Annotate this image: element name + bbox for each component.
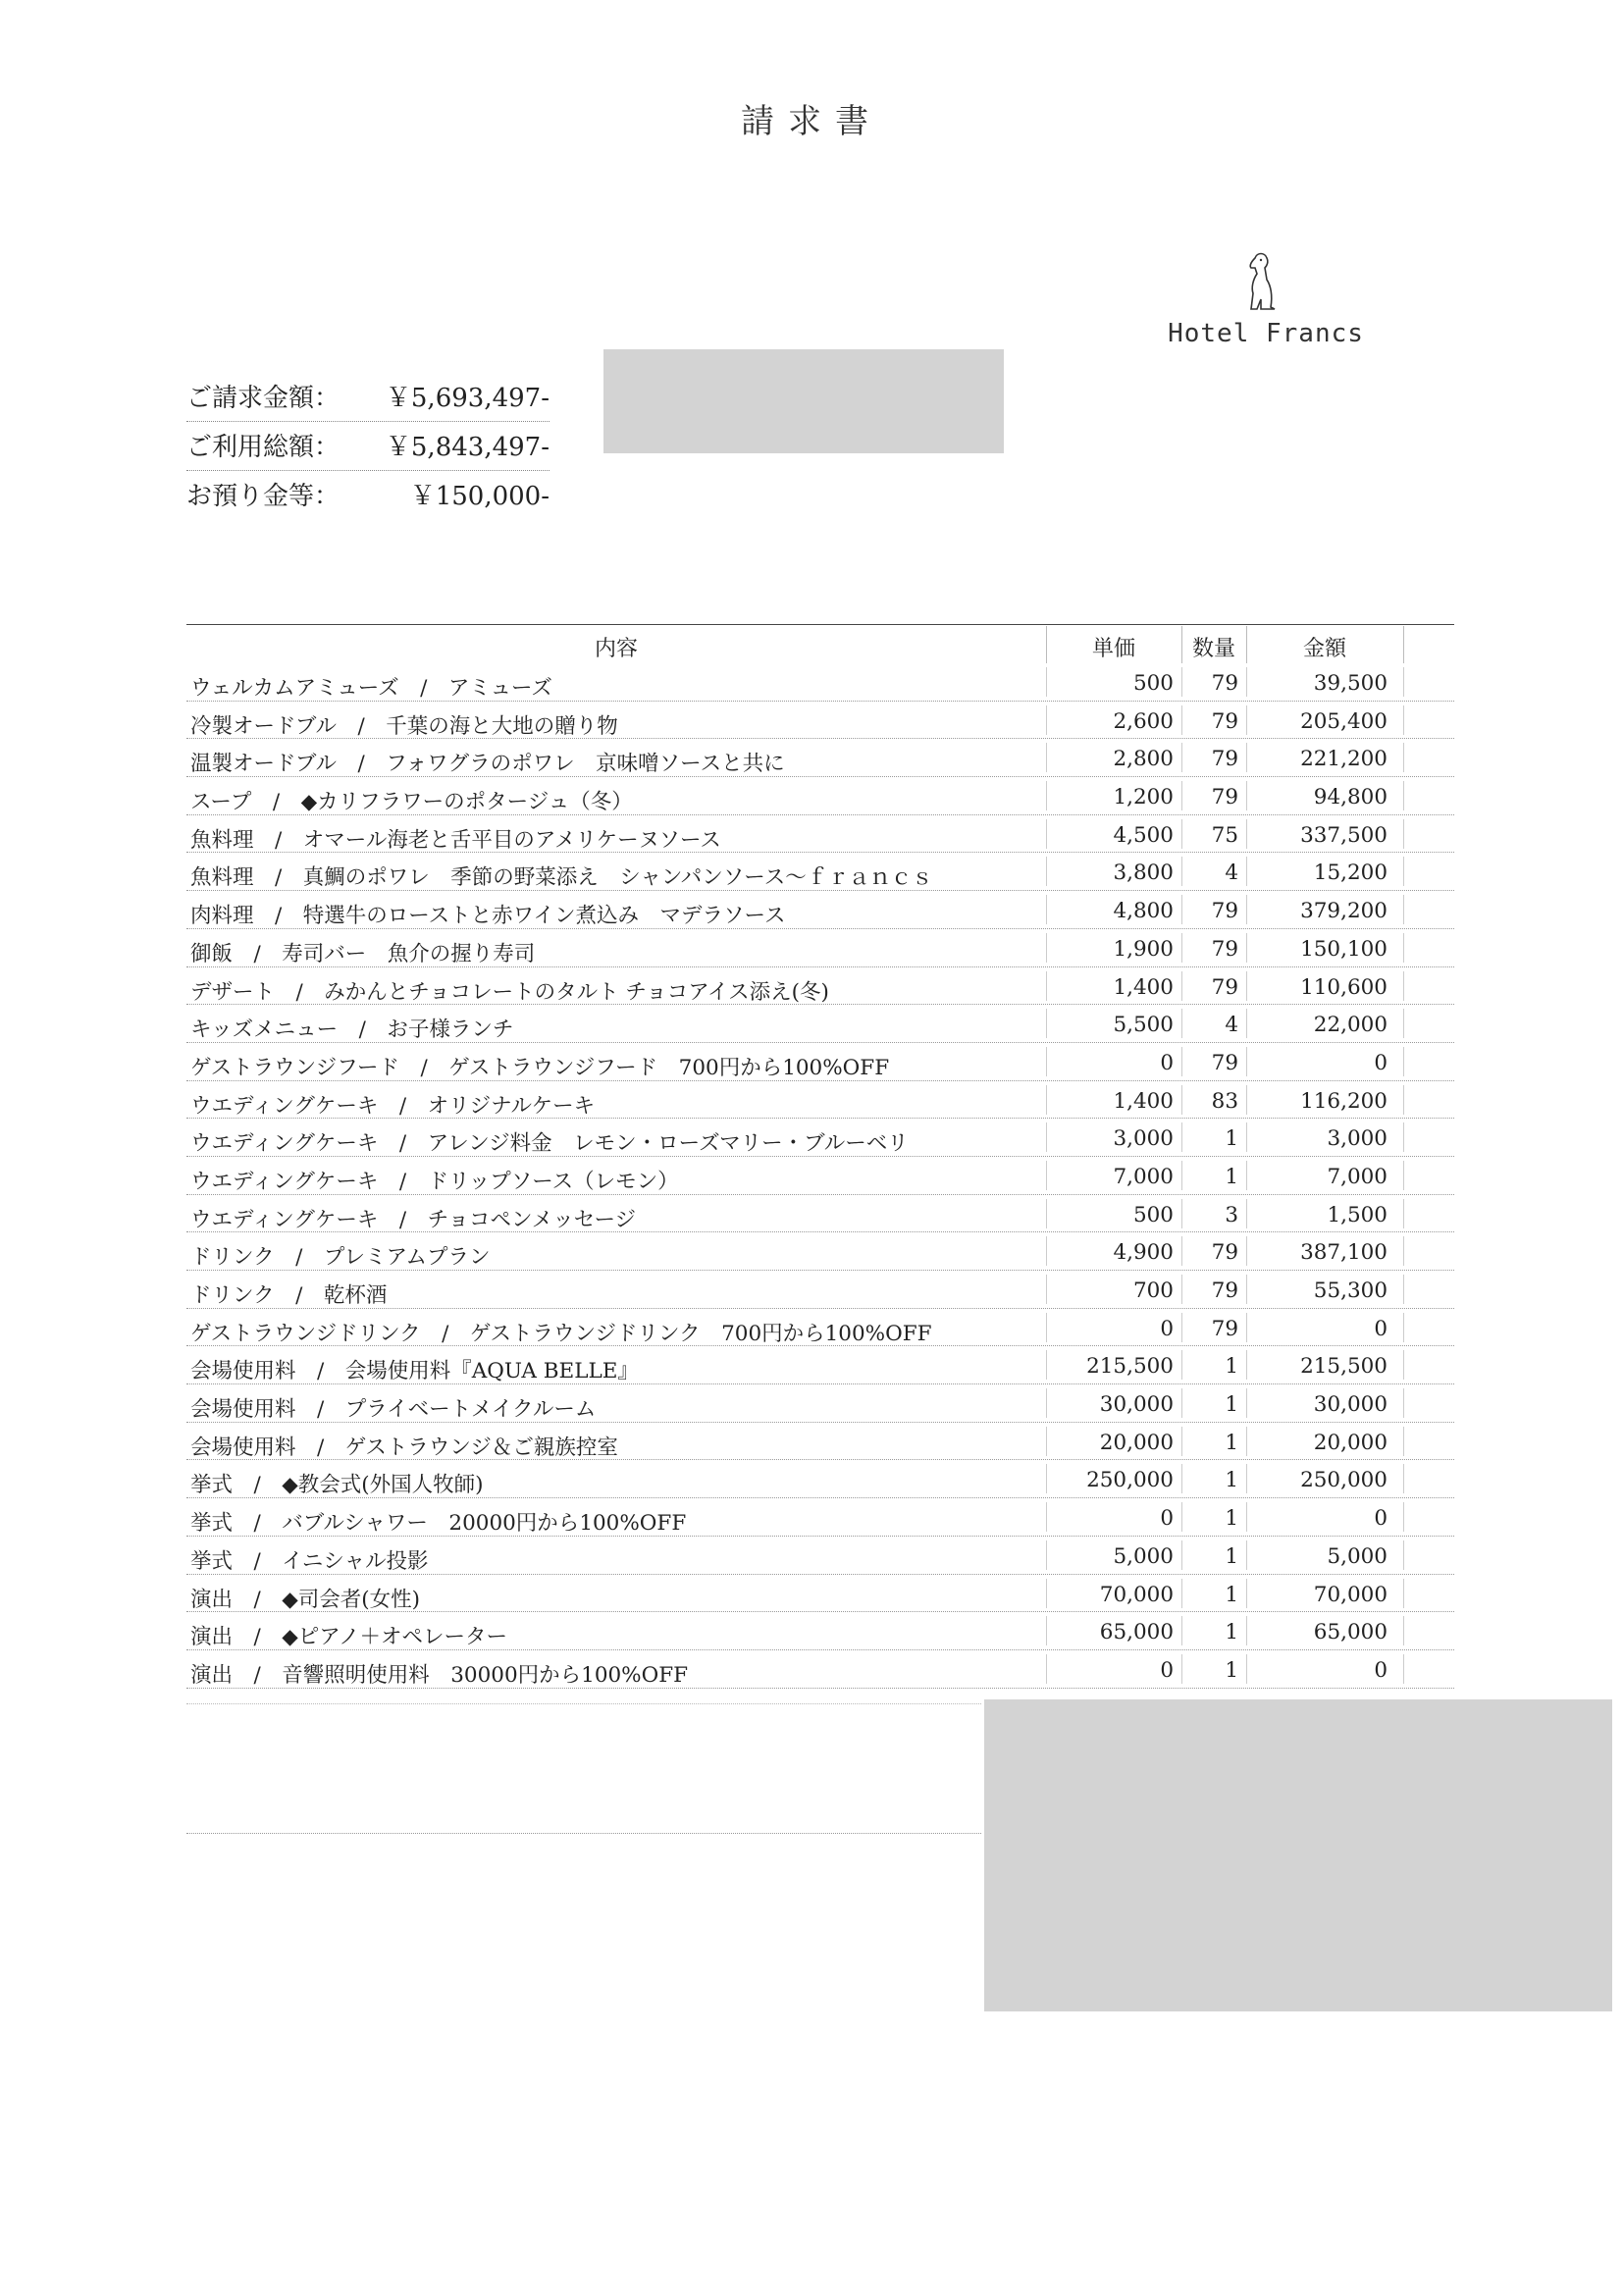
column-divider <box>1181 705 1182 735</box>
row-qty: 1 <box>1225 1468 1238 1493</box>
column-divider <box>1046 1199 1047 1228</box>
column-divider <box>1046 1654 1047 1684</box>
deposit-value: ￥150,000- <box>409 482 550 511</box>
row-content: 会場使用料 / プライベートメイクルーム <box>190 1397 597 1423</box>
total-usage-label: ご利用総額： <box>186 433 340 462</box>
divider <box>186 1833 981 1834</box>
row-price: 30,000 <box>1099 1392 1174 1418</box>
column-divider <box>1181 1047 1182 1076</box>
column-divider <box>1403 1579 1404 1608</box>
column-divider <box>1403 895 1404 924</box>
row-content: 温製オードブル / フォワグラのポワレ 京味噌ソースと共に <box>190 752 785 777</box>
column-divider <box>1403 1388 1404 1418</box>
deposit-row <box>186 476 550 525</box>
column-divider <box>1181 1427 1182 1456</box>
row-qty: 3 <box>1225 1202 1238 1227</box>
logo-text: Hotel Francs <box>1168 319 1364 348</box>
column-divider <box>1403 1313 1404 1342</box>
row-content: ドリンク / 乾杯酒 <box>190 1283 388 1308</box>
column-divider <box>1403 1427 1404 1456</box>
header-divider <box>1046 626 1047 663</box>
column-divider <box>1246 1654 1247 1684</box>
column-divider <box>1046 857 1047 886</box>
row-amount: 0 <box>1374 1050 1387 1075</box>
column-divider <box>1246 1427 1247 1456</box>
table-row <box>186 1043 1454 1081</box>
row-amount: 116,200 <box>1300 1088 1387 1114</box>
row-price: 4,500 <box>1113 822 1174 848</box>
column-divider <box>1246 1350 1247 1380</box>
row-qty: 79 <box>1211 785 1238 810</box>
row-price: 0 <box>1160 1506 1174 1532</box>
divider <box>186 1703 981 1704</box>
column-divider <box>1181 1388 1182 1418</box>
column-divider <box>1246 667 1247 697</box>
row-qty: 79 <box>1211 974 1238 1000</box>
table-row <box>186 702 1454 740</box>
total-usage-value: ￥5,843,497- <box>385 433 550 462</box>
column-divider <box>1046 1047 1047 1076</box>
row-qty: 4 <box>1225 861 1238 886</box>
row-content: スープ / ◆カリフラワーのポタージュ（冬） <box>190 790 633 815</box>
column-divider <box>1403 1502 1404 1532</box>
column-divider <box>1046 781 1047 810</box>
column-divider <box>1403 933 1404 963</box>
row-qty: 1 <box>1225 1430 1238 1455</box>
row-price: 7,000 <box>1113 1164 1174 1189</box>
row-amount: 379,200 <box>1300 899 1387 924</box>
row-content: 演出 / ◆ピアノ＋オペレーター <box>190 1625 508 1650</box>
column-divider <box>1181 1236 1182 1266</box>
row-qty: 79 <box>1211 708 1238 734</box>
row-price: 1,400 <box>1113 1088 1174 1114</box>
row-qty: 1 <box>1225 1620 1238 1645</box>
redacted-block <box>603 349 1004 453</box>
row-content: ウェルカムアミューズ / アミューズ <box>190 676 552 701</box>
table-row <box>186 1232 1454 1271</box>
row-qty: 1 <box>1225 1506 1238 1532</box>
column-divider <box>1403 971 1404 1001</box>
column-divider <box>1246 1085 1247 1115</box>
column-divider <box>1246 1464 1247 1493</box>
column-divider <box>1403 819 1404 849</box>
column-divider <box>1403 1085 1404 1115</box>
total-usage-row <box>186 427 550 471</box>
column-divider <box>1046 1122 1047 1152</box>
column-divider <box>1403 1540 1404 1570</box>
row-content: 演出 / 音響照明使用料 30000円から100%OFF <box>190 1662 689 1688</box>
column-divider <box>1246 1388 1247 1418</box>
table-row <box>186 777 1454 815</box>
table-row <box>186 1460 1454 1498</box>
column-divider <box>1403 1236 1404 1266</box>
row-amount: 221,200 <box>1300 747 1387 772</box>
table-row <box>186 929 1454 967</box>
row-qty: 1 <box>1225 1582 1238 1607</box>
row-price: 65,000 <box>1099 1620 1174 1645</box>
table-row <box>186 891 1454 929</box>
column-divider <box>1181 1122 1182 1152</box>
row-amount: 20,000 <box>1313 1430 1387 1455</box>
column-divider <box>1046 1616 1047 1645</box>
column-divider <box>1246 1540 1247 1570</box>
row-amount: 70,000 <box>1313 1582 1387 1607</box>
column-divider <box>1403 1161 1404 1190</box>
column-divider <box>1181 895 1182 924</box>
row-content: ウエディングケーキ / アレンジ料金 レモン・ローズマリー・ブルーベリ <box>190 1131 909 1157</box>
row-qty: 79 <box>1211 1240 1238 1266</box>
column-divider <box>1181 1085 1182 1115</box>
table-row <box>186 1650 1454 1689</box>
row-content: キッズメニュー / お子様ランチ <box>190 1018 514 1043</box>
header-price: 単価 <box>1091 637 1135 661</box>
row-content: ウエディングケーキ / ドリップソース（レモン） <box>190 1169 679 1194</box>
billing-amount-value: ￥5,693,497- <box>385 384 550 413</box>
table-row <box>186 1081 1454 1120</box>
table-header <box>186 626 1454 663</box>
row-price: 0 <box>1160 1050 1174 1075</box>
row-price: 700 <box>1132 1278 1174 1303</box>
table-row <box>186 1157 1454 1195</box>
column-divider <box>1246 971 1247 1001</box>
column-divider <box>1403 1464 1404 1493</box>
column-divider <box>1181 1464 1182 1493</box>
row-content: 挙式 / イニシャル投影 <box>190 1548 429 1574</box>
row-qty: 83 <box>1211 1088 1238 1114</box>
column-divider <box>1046 933 1047 963</box>
row-qty: 4 <box>1225 1013 1238 1038</box>
column-divider <box>1046 895 1047 924</box>
column-divider <box>1246 1502 1247 1532</box>
row-content: ドリンク / プレミアムプラン <box>190 1245 491 1271</box>
column-divider <box>1046 667 1047 697</box>
row-qty: 1 <box>1225 1164 1238 1189</box>
column-divider <box>1403 667 1404 697</box>
row-qty: 79 <box>1211 899 1238 924</box>
column-divider <box>1046 1161 1047 1190</box>
row-price: 4,900 <box>1113 1240 1174 1266</box>
column-divider <box>1403 1199 1404 1228</box>
column-divider <box>1046 1313 1047 1342</box>
row-amount: 337,500 <box>1300 822 1387 848</box>
column-divider <box>1246 705 1247 735</box>
row-amount: 55,300 <box>1313 1278 1387 1303</box>
table-row <box>186 1575 1454 1613</box>
row-content: 演出 / ◆司会者(女性) <box>190 1587 421 1612</box>
column-divider <box>1246 895 1247 924</box>
table-row <box>186 1612 1454 1650</box>
row-qty: 1 <box>1225 1543 1238 1569</box>
table-row <box>186 1119 1454 1157</box>
row-amount: 205,400 <box>1300 708 1387 734</box>
column-divider <box>1046 1464 1047 1493</box>
column-divider <box>1246 1313 1247 1342</box>
row-content: 会場使用料 / ゲストラウンジ＆ご親族控室 <box>190 1435 618 1460</box>
column-divider <box>1181 667 1182 697</box>
column-divider <box>1403 857 1404 886</box>
row-price: 2,800 <box>1113 747 1174 772</box>
column-divider <box>1181 781 1182 810</box>
column-divider <box>1046 1502 1047 1532</box>
column-divider <box>1246 1047 1247 1076</box>
header-divider <box>1181 626 1182 663</box>
row-content: ゲストラウンジフード / ゲストラウンジフード 700円から100%OFF <box>190 1055 890 1080</box>
row-amount: 250,000 <box>1300 1468 1387 1493</box>
column-divider <box>1246 1122 1247 1152</box>
row-amount: 30,000 <box>1313 1392 1387 1418</box>
column-divider <box>1181 743 1182 772</box>
row-price: 20,000 <box>1099 1430 1174 1455</box>
column-divider <box>1181 1350 1182 1380</box>
column-divider <box>1181 819 1182 849</box>
header-divider <box>1403 626 1404 663</box>
table-row <box>186 1271 1454 1309</box>
row-amount: 110,600 <box>1300 974 1387 1000</box>
column-divider <box>1046 1350 1047 1380</box>
billing-amount-row <box>186 378 550 422</box>
column-divider <box>1403 1616 1404 1645</box>
column-divider <box>1246 1275 1247 1304</box>
header-qty: 数量 <box>1191 637 1235 661</box>
table-body <box>186 663 1454 1689</box>
row-qty: 79 <box>1211 671 1238 696</box>
column-divider <box>1046 743 1047 772</box>
row-price: 1,900 <box>1113 936 1174 962</box>
column-divider <box>1403 781 1404 810</box>
document-title: 請求書 <box>741 102 882 141</box>
table-row <box>186 815 1454 854</box>
column-divider <box>1181 1502 1182 1532</box>
column-divider <box>1181 1009 1182 1038</box>
column-divider <box>1403 705 1404 735</box>
row-content: デザート / みかんとチョコレートのタルト チョコアイス添え(冬) <box>190 979 829 1005</box>
row-content: 冷製オードブル / 千葉の海と大地の贈り物 <box>190 713 618 739</box>
row-price: 500 <box>1132 1202 1174 1227</box>
column-divider <box>1246 1236 1247 1266</box>
row-price: 1,200 <box>1113 785 1174 810</box>
row-amount: 65,000 <box>1313 1620 1387 1645</box>
column-divider <box>1246 1616 1247 1645</box>
row-price: 0 <box>1160 1657 1174 1683</box>
column-divider <box>1181 971 1182 1001</box>
row-amount: 94,800 <box>1313 785 1387 810</box>
table-row <box>186 1309 1454 1347</box>
row-price: 4,800 <box>1113 899 1174 924</box>
column-divider <box>1046 819 1047 849</box>
row-price: 5,500 <box>1113 1013 1174 1038</box>
column-divider <box>1246 933 1247 963</box>
redacted-block <box>984 1699 1612 2011</box>
table-row <box>186 1346 1454 1384</box>
row-price: 250,000 <box>1086 1468 1174 1493</box>
column-divider <box>1046 1427 1047 1456</box>
row-amount: 15,200 <box>1313 861 1387 886</box>
column-divider <box>1181 857 1182 886</box>
row-qty: 79 <box>1211 1316 1238 1341</box>
row-price: 2,600 <box>1113 708 1174 734</box>
row-qty: 79 <box>1211 1050 1238 1075</box>
row-qty: 1 <box>1225 1126 1238 1152</box>
row-amount: 39,500 <box>1313 671 1387 696</box>
row-amount: 1,500 <box>1327 1202 1387 1227</box>
column-divider <box>1246 1579 1247 1608</box>
row-price: 70,000 <box>1099 1582 1174 1607</box>
row-price: 5,000 <box>1113 1543 1174 1569</box>
table-row <box>186 1195 1454 1233</box>
column-divider <box>1046 1009 1047 1038</box>
row-amount: 22,000 <box>1313 1013 1387 1038</box>
row-price: 3,800 <box>1113 861 1174 886</box>
column-divider <box>1046 705 1047 735</box>
column-divider <box>1246 1199 1247 1228</box>
column-divider <box>1181 1313 1182 1342</box>
billing-amount-label: ご請求金額： <box>186 384 340 413</box>
row-price: 500 <box>1132 671 1174 696</box>
column-divider <box>1181 1616 1182 1645</box>
column-divider <box>1403 1122 1404 1152</box>
row-qty: 75 <box>1211 822 1238 848</box>
row-amount: 0 <box>1374 1316 1387 1341</box>
column-divider <box>1403 1009 1404 1038</box>
column-divider <box>1403 1654 1404 1684</box>
column-divider <box>1246 1009 1247 1038</box>
row-content: 挙式 / バブルシャワー 20000円から100%OFF <box>190 1511 687 1537</box>
row-amount: 7,000 <box>1327 1164 1387 1189</box>
column-divider <box>1246 819 1247 849</box>
column-divider <box>1246 743 1247 772</box>
column-divider <box>1403 1350 1404 1380</box>
row-content: ウエディングケーキ / チョコペンメッセージ <box>190 1207 637 1232</box>
table-row <box>186 1384 1454 1423</box>
table-row <box>186 1005 1454 1043</box>
hotel-logo <box>1168 250 1364 358</box>
column-divider <box>1046 1275 1047 1304</box>
column-divider <box>1046 1579 1047 1608</box>
header-divider <box>1246 626 1247 663</box>
row-amount: 0 <box>1374 1506 1387 1532</box>
column-divider <box>1181 933 1182 963</box>
column-divider <box>1403 1275 1404 1304</box>
row-content: 魚料理 / 真鯛のポワレ 季節の野菜添え シャンパンソース～ｆｒａｎｃｓ <box>190 865 933 891</box>
column-divider <box>1046 1540 1047 1570</box>
table-row <box>186 663 1454 702</box>
row-amount: 387,100 <box>1300 1240 1387 1266</box>
column-divider <box>1046 1085 1047 1115</box>
column-divider <box>1181 1579 1182 1608</box>
column-divider <box>1246 781 1247 810</box>
row-amount: 215,500 <box>1300 1354 1387 1380</box>
column-divider <box>1181 1161 1182 1190</box>
column-divider <box>1181 1199 1182 1228</box>
row-content: ゲストラウンジドリンク / ゲストラウンジドリンク 700円から100%OFF <box>190 1321 932 1346</box>
header-content: 内容 <box>594 637 638 661</box>
column-divider <box>1403 1047 1404 1076</box>
table-row <box>186 1537 1454 1575</box>
header-amount: 金額 <box>1302 637 1346 661</box>
table-top-line <box>186 624 1454 625</box>
column-divider <box>1246 857 1247 886</box>
row-qty: 1 <box>1225 1354 1238 1380</box>
column-divider <box>1403 743 1404 772</box>
row-content: 肉料理 / 特選牛のローストと赤ワイン煮込み マデラソース <box>190 904 786 929</box>
column-divider <box>1181 1275 1182 1304</box>
column-divider <box>1181 1654 1182 1684</box>
column-divider <box>1181 1540 1182 1570</box>
row-amount: 0 <box>1374 1657 1387 1683</box>
row-price: 215,500 <box>1086 1354 1174 1380</box>
column-divider <box>1046 971 1047 1001</box>
row-content: 挙式 / ◆教会式(外国人牧師) <box>190 1473 484 1498</box>
column-divider <box>1046 1388 1047 1418</box>
row-price: 1,400 <box>1113 974 1174 1000</box>
dog-icon <box>1231 250 1300 313</box>
row-content: 会場使用料 / 会場使用料『AQUA BELLE』 <box>190 1359 639 1384</box>
row-content: 御飯 / 寿司バー 魚介の握り寿司 <box>190 941 536 966</box>
row-content: 魚料理 / オマール海老と舌平目のアメリケーヌソース <box>190 827 721 853</box>
table-row <box>186 1498 1454 1537</box>
row-price: 0 <box>1160 1316 1174 1341</box>
row-price: 3,000 <box>1113 1126 1174 1152</box>
row-amount: 150,100 <box>1300 936 1387 962</box>
table-row <box>186 1423 1454 1461</box>
row-qty: 79 <box>1211 747 1238 772</box>
row-amount: 5,000 <box>1327 1543 1387 1569</box>
row-qty: 1 <box>1225 1392 1238 1418</box>
row-content: ウエディングケーキ / オリジナルケーキ <box>190 1093 596 1119</box>
table-row <box>186 853 1454 891</box>
row-qty: 1 <box>1225 1657 1238 1683</box>
row-qty: 79 <box>1211 1278 1238 1303</box>
row-amount: 3,000 <box>1327 1126 1387 1152</box>
row-qty: 79 <box>1211 936 1238 962</box>
table-row <box>186 967 1454 1006</box>
column-divider <box>1046 1236 1047 1266</box>
table-row <box>186 739 1454 777</box>
deposit-label: お預り金等： <box>186 482 340 511</box>
column-divider <box>1246 1161 1247 1190</box>
